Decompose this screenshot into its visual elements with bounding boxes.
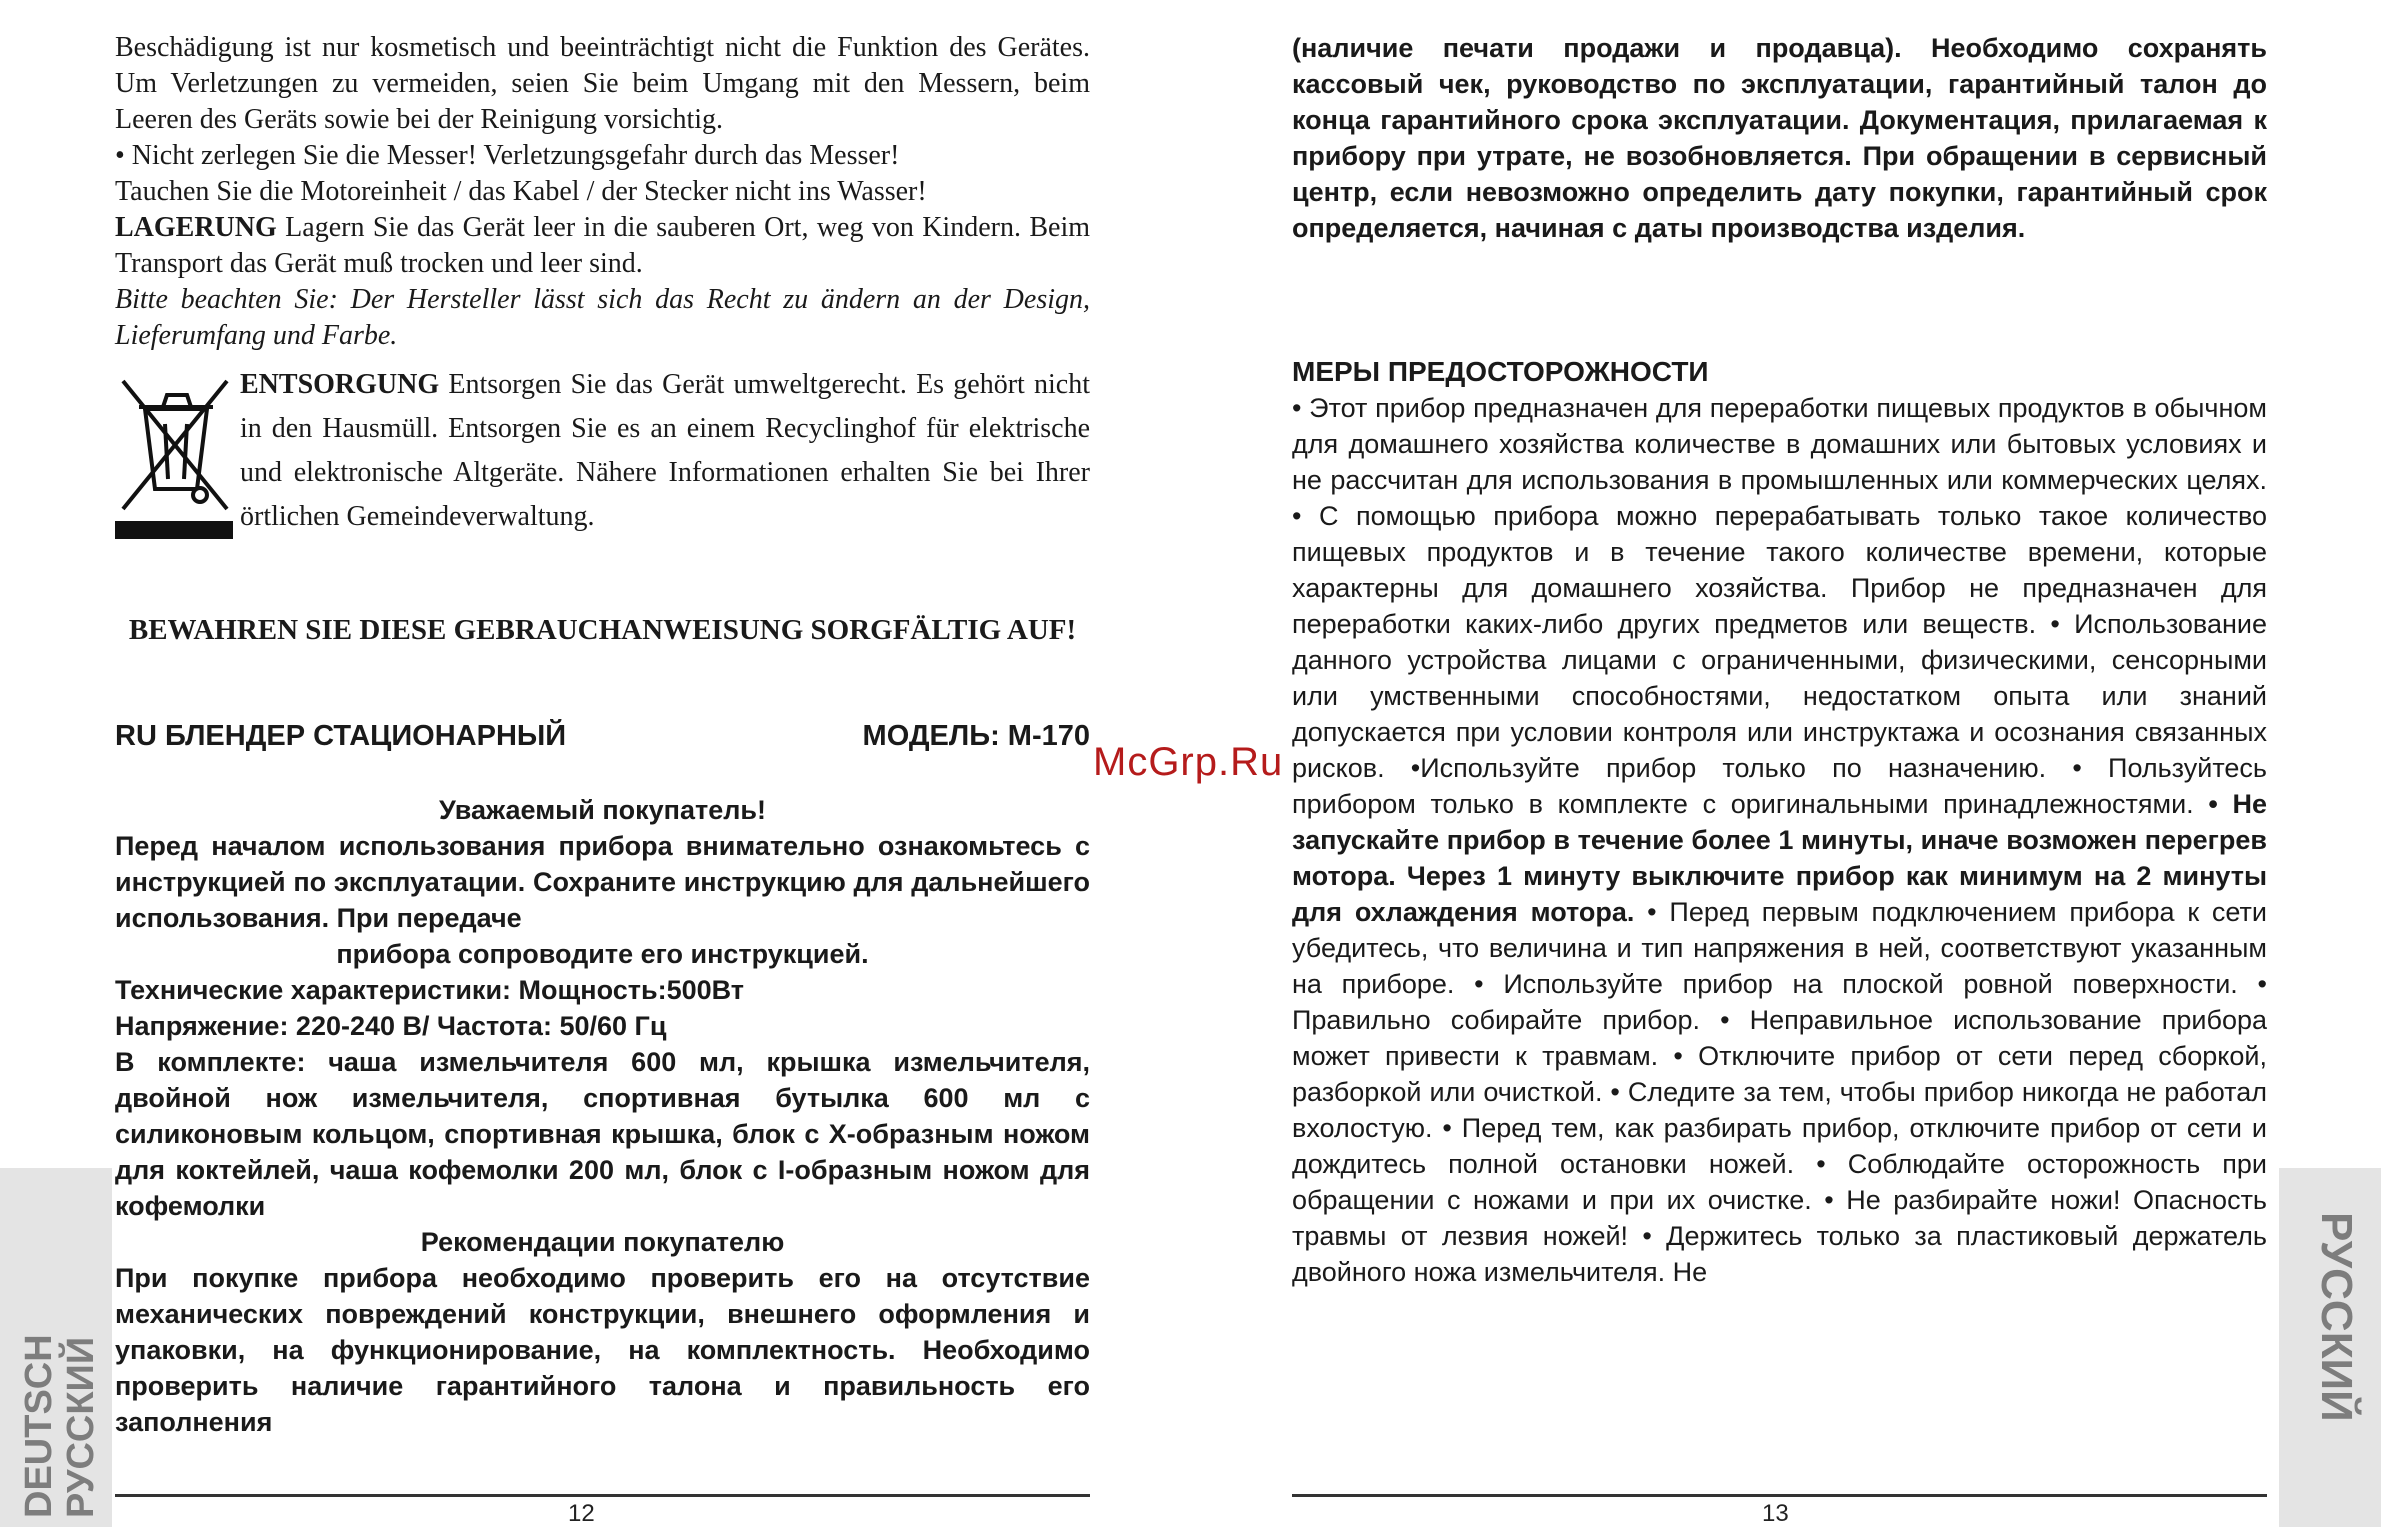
german-paragraph: • Nicht zerlegen Sie die Messer! Verletzungsgefahr durch das Messer! [115,140,900,171]
safety-text [1292,390,2267,1290]
safety-title: МЕРЫ ПРЕДОСТОРОЖНОСТИ [1292,356,1709,387]
left-page [0,0,1190,1527]
page-number: 13 [1762,1500,1789,1527]
intro-paragraph: Перед началом использования прибора внимательно ознакомьтесь с инструкцией по эксплуатации. Сохраните инструкцию для дальнейшего использования. При передаче [115,831,1090,933]
specs-power: Технические характеристики: Мощность:500Вт [115,975,744,1005]
safety-part-1: • Этот прибор предназначен для переработки пищевых продуктов в обычном для домашнего хозяйства количестве в домашних или бытовых условиях и не рассчитан для использования в промышленных или коммерческих целях. • С помощью прибора можно перерабатывать только такое количество пищевых продуктов и в течение такого количестве времени, которые характерны для домашнего хозяйства. Прибор не предназначен для переработки каких-либо других предметов или веществ. • Использование данного устройства лицами с ограниченными, физическими, сенсорными или умственными способностями, недостатком опыта или знаний допускается при условии контроля или инструктажа и осознания связанных рисков. •Используйте прибор только по назначению. • Пользуйтесь прибором только в комплекте с оригинальными принадлежностями. [1292,393,2267,819]
safety-part-2: • Перед первым подключением прибора к сети убедитесь, что величина и тип напряжения в ней, соответствуют указанным на приборе. • Используйте прибор на плоской ровной поверхности. • Правильно собирайте прибор. • Неправильное использование прибора может привести к травмам. • Отключите прибор от сети перед сборкой, разборкой или очисткой. • Следите за тем, чтобы прибор никогда не работал вхолостую. • Перед тем, как разбирать прибор, отключите прибор от сети и дождитесь полной остановки ножей. • Соблюдайте осторожность при обращении с ножами и при их очистке. • Не разбирайте ножи! Опасность травмы от лезвия ножей! • Держитесь только за пластиковый держатель двойного ножа измельчителя. Не [1292,897,2267,1287]
side-tab-german: DEUTSCH [18,1334,60,1518]
warranty-text: (наличие печати продажи и продавца). Необходимо сохранять кассовый чек, руководство по эксплуатации, гарантийный талон до конца гарантийного срока эксплуатации. Документация, прилагаемая к прибору при утрате, не возобновляется. При обращении в сервисный центр, если невозможно определить дату покупки, гарантийный срок определяется, начиная с даты производства изделия. [1292,33,2267,243]
weee-bin-icon [115,369,233,539]
russian-intro-block [115,792,1090,1440]
specs-voltage: Напряжение: 220-240 В/ Частота: 50/60 Гц [115,1011,667,1041]
product-header [115,720,1090,756]
recommendations-title: Рекомендации покупателю [420,1227,785,1257]
lagerung-title: LAGERUNG [115,212,277,243]
safety-warning-bold: • Не запускайте прибор в течение более 1 минуты, иначе возможен перегрев мотора. Через 1 минуту выключите прибор как минимум на 2 минуты для охлаждения мотора. [1292,789,2267,927]
entsorgung-body: Entsorgen Sie das Gerät umweltgerecht. Es gehört nicht in den Hausmüll. Entsorgen Sie es an einem Recyclinghof für elektrische und elektronische Altgeräte. Nähere Informationen erhalten Sie bei Ihrer örtlichen Gemeindeverwaltung. [240,369,1090,532]
page-number: 12 [568,1500,595,1527]
german-paragraph: Tauchen Sie die Motoreinheit / das Kabel / der Stecker nicht ins Wasser! [115,176,927,207]
greeting: Уважаемый покупатель! [439,795,766,825]
german-text-block [115,30,1090,354]
safety-section [1292,354,2267,1290]
language-side-tab [0,1168,112,1527]
footer-rule [115,1494,1090,1497]
language-side-tab [2279,1168,2381,1527]
manufacturer-note: Bitte beachten Sie: Der Hersteller lässt sich das Recht zu ändern an der Design, Lieferumfang und Farbe. [115,284,1090,351]
german-paragraph: Beschädigung ist nur kosmetisch und beeinträchtigt nicht die Funktion des Gerätes. Um Verletzungen zu vermeiden, seien Sie beim Umgang mit den Messern, beim Leeren des Geräts sowie bei der Reinigung vorsichtig. [115,32,1090,135]
side-tab-russian: РУССКИЙ [60,1336,102,1518]
model-label: МОДЕЛЬ: М-170 [862,720,1090,752]
recommendations-text: При покупке прибора необходимо проверить его на отсутствие механических повреждений конструкции, внешнего оформления и упаковки, на функционирование, на комплектность. Необходимо проверить наличие гарантийного талона и правильность его заполнения [115,1263,1090,1437]
lagerung-paragraph [115,210,1090,282]
keep-instructions-notice: BEWAHREN SIE DIESE GEBRAUCHANWEISUNG SORGFÄLTIG AUF! [128,614,1077,646]
kit-contents: В комплекте: чаша измельчителя 600 мл, крышка измельчителя, двойной нож измельчителя, спортивная бутылка 600 мл с силиконовым кольцом, спортивная крышка, блок с X-образным ножом для коктейлей, чаша кофемолки 200 мл, блок с I-образным ножом для кофемолки [115,1047,1090,1221]
watermark: McGrp.Ru [1093,740,1284,784]
warranty-block [1292,30,2267,246]
lagerung-text: Lagern Sie das Gerät leer in die sauberen Ort, weg von Kindern. Beim Transport das Gerät muß trocken und leer sind. [115,212,1090,279]
side-tab-russian: РУССКИЙ [2312,1212,2361,1422]
footer-rule [1292,1494,2267,1497]
intro-paragraph-end: прибора сопроводите его инструкцией. [336,939,869,969]
product-title: RU БЛЕНДЕР СТАЦИОНАРНЫЙ [115,720,567,752]
disposal-text [240,363,1090,539]
right-page [1190,0,2381,1527]
disposal-section [115,363,1090,539]
entsorgung-title: ENTSORGUNG [240,369,440,400]
